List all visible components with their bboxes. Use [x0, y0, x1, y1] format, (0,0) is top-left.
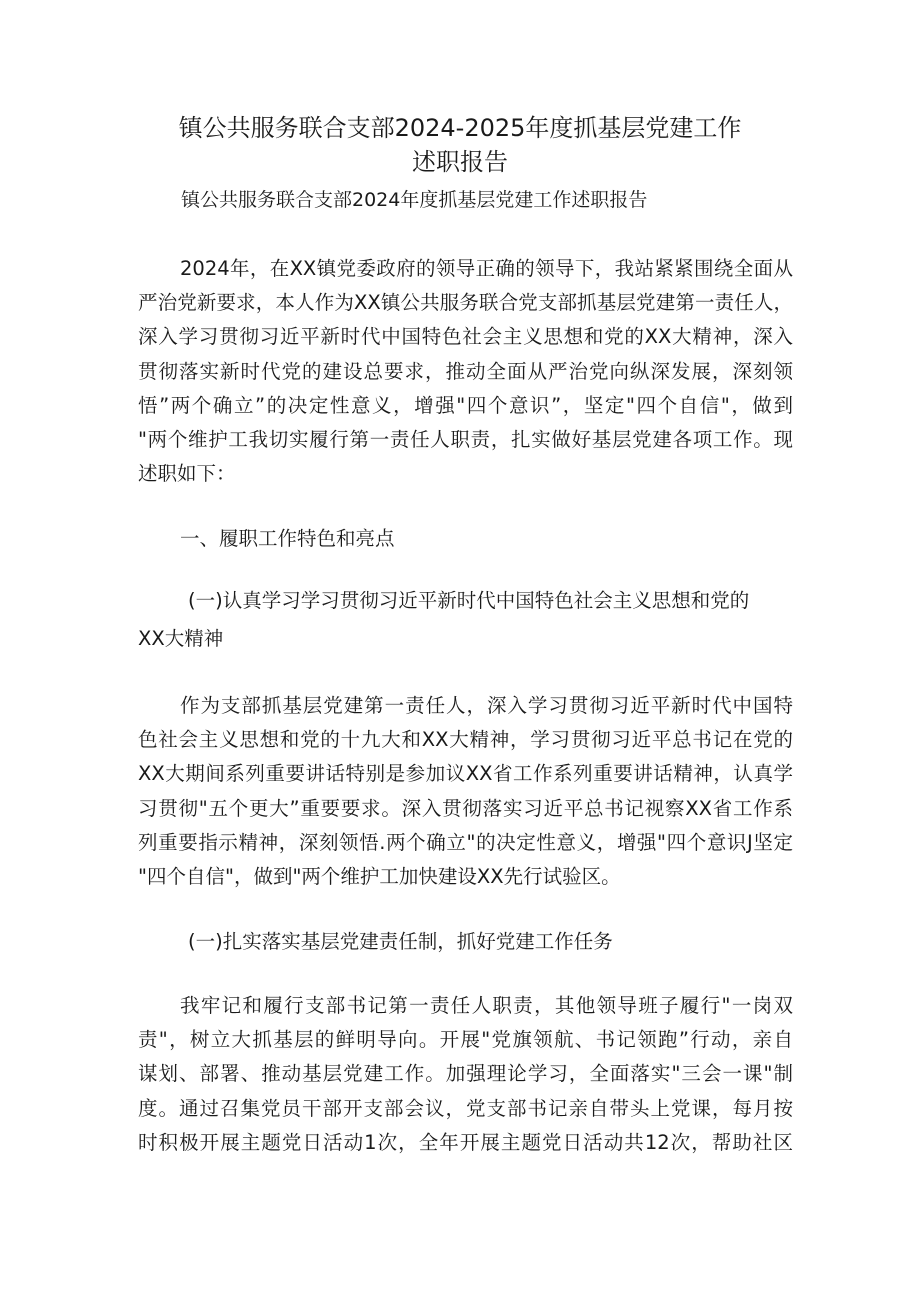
paragraph-line: 责"，树立大抓基层的鲜明导向。开展"党旗领航、书记领跑”行动，亲自: [138, 1028, 793, 1052]
document-subtitle: 镇公共服务联合支部2024年度抓基层党建工作述职报告: [181, 189, 648, 211]
subsection-heading-1-line-2: XX大精神: [138, 627, 224, 650]
paragraph-line: "两个维护工我切实履行第一责任人职责，扎实做好基层党建各项工作。现: [138, 428, 793, 452]
paragraph-line: 谋划、部署、推动基层党建工作。加强理论学习，全面落实"三会一课"制: [138, 1062, 793, 1086]
subsection-heading-2: (一)扎实落实基层党建责任制，抓好党建工作任务: [188, 930, 613, 953]
paragraph-line: 悟”两个确立”的决定性意义，增强"四个意识”，坚定"四个自信"，做到: [138, 393, 793, 417]
paragraph-line: 述职如下：: [138, 462, 236, 486]
paragraph-line: "四个自信"，做到"两个维护工加快建设XX先行试验区。: [138, 865, 621, 889]
document-title-line-2: 述职报告: [412, 148, 508, 176]
paragraph-line: 2024年，在XX镇党委政府的领导正确的领导下，我站紧紧围绕全面从: [180, 257, 793, 280]
paragraph-line: XX大期间系列重要讲话特别是参加议XX省工作系列重要讲话精神，认真学: [138, 762, 793, 786]
paragraph-responsibility: [138, 989, 793, 1160]
paragraph-study: [138, 689, 793, 894]
paragraph-line: 严治党新要求，本人作为XX镇公共服务联合党支部抓基层党建第一责任人，: [138, 291, 793, 315]
paragraph-line: 时积极开展主题党日活动1次，全年开展主题党日活动共12次，帮助社区: [138, 1130, 793, 1154]
paragraph-line: 度。通过召集党员干部开支部会议，党支部书记亲自带头上党课，每月按: [138, 1096, 793, 1120]
paragraph-line: 习贯彻"五个更大”重要要求。深入贯彻落实习近平总书记视察XX省工作系: [138, 796, 793, 820]
paragraph-line: 色社会主义思想和党的十九大和XX大精神，学习贯彻习近平总书记在党的: [138, 728, 793, 752]
paragraph-line: 深入学习贯彻习近平新时代中国特色社会主义思想和党的XX大精神，深入: [138, 325, 793, 349]
paragraph-line: 我牢记和履行支部书记第一责任人职责，其他领导班子履行"一岗双: [180, 994, 793, 1017]
paragraph-intro: [138, 252, 793, 491]
paragraph-line: 贯彻落实新时代党的建设总要求，推动全面从严治党向纵深发展，深刻领: [138, 359, 793, 383]
paragraph-line: 列重要指示精神，深刻领悟.两个确立"的决定性意义，增强"四个意识J坚定: [138, 830, 793, 854]
document-title-line-1: 镇公共服务联合支部2024-2025年度抓基层党建工作: [178, 114, 742, 142]
section-heading-1: 一、履职工作特色和亮点: [180, 527, 395, 550]
subsection-heading-1-line-1: (一)认真学习学习贯彻习近平新时代中国特色社会主义思想和党的: [188, 589, 750, 612]
paragraph-line: 作为支部抓基层党建第一责任人，深入学习贯彻习近平新时代中国特: [180, 694, 793, 717]
